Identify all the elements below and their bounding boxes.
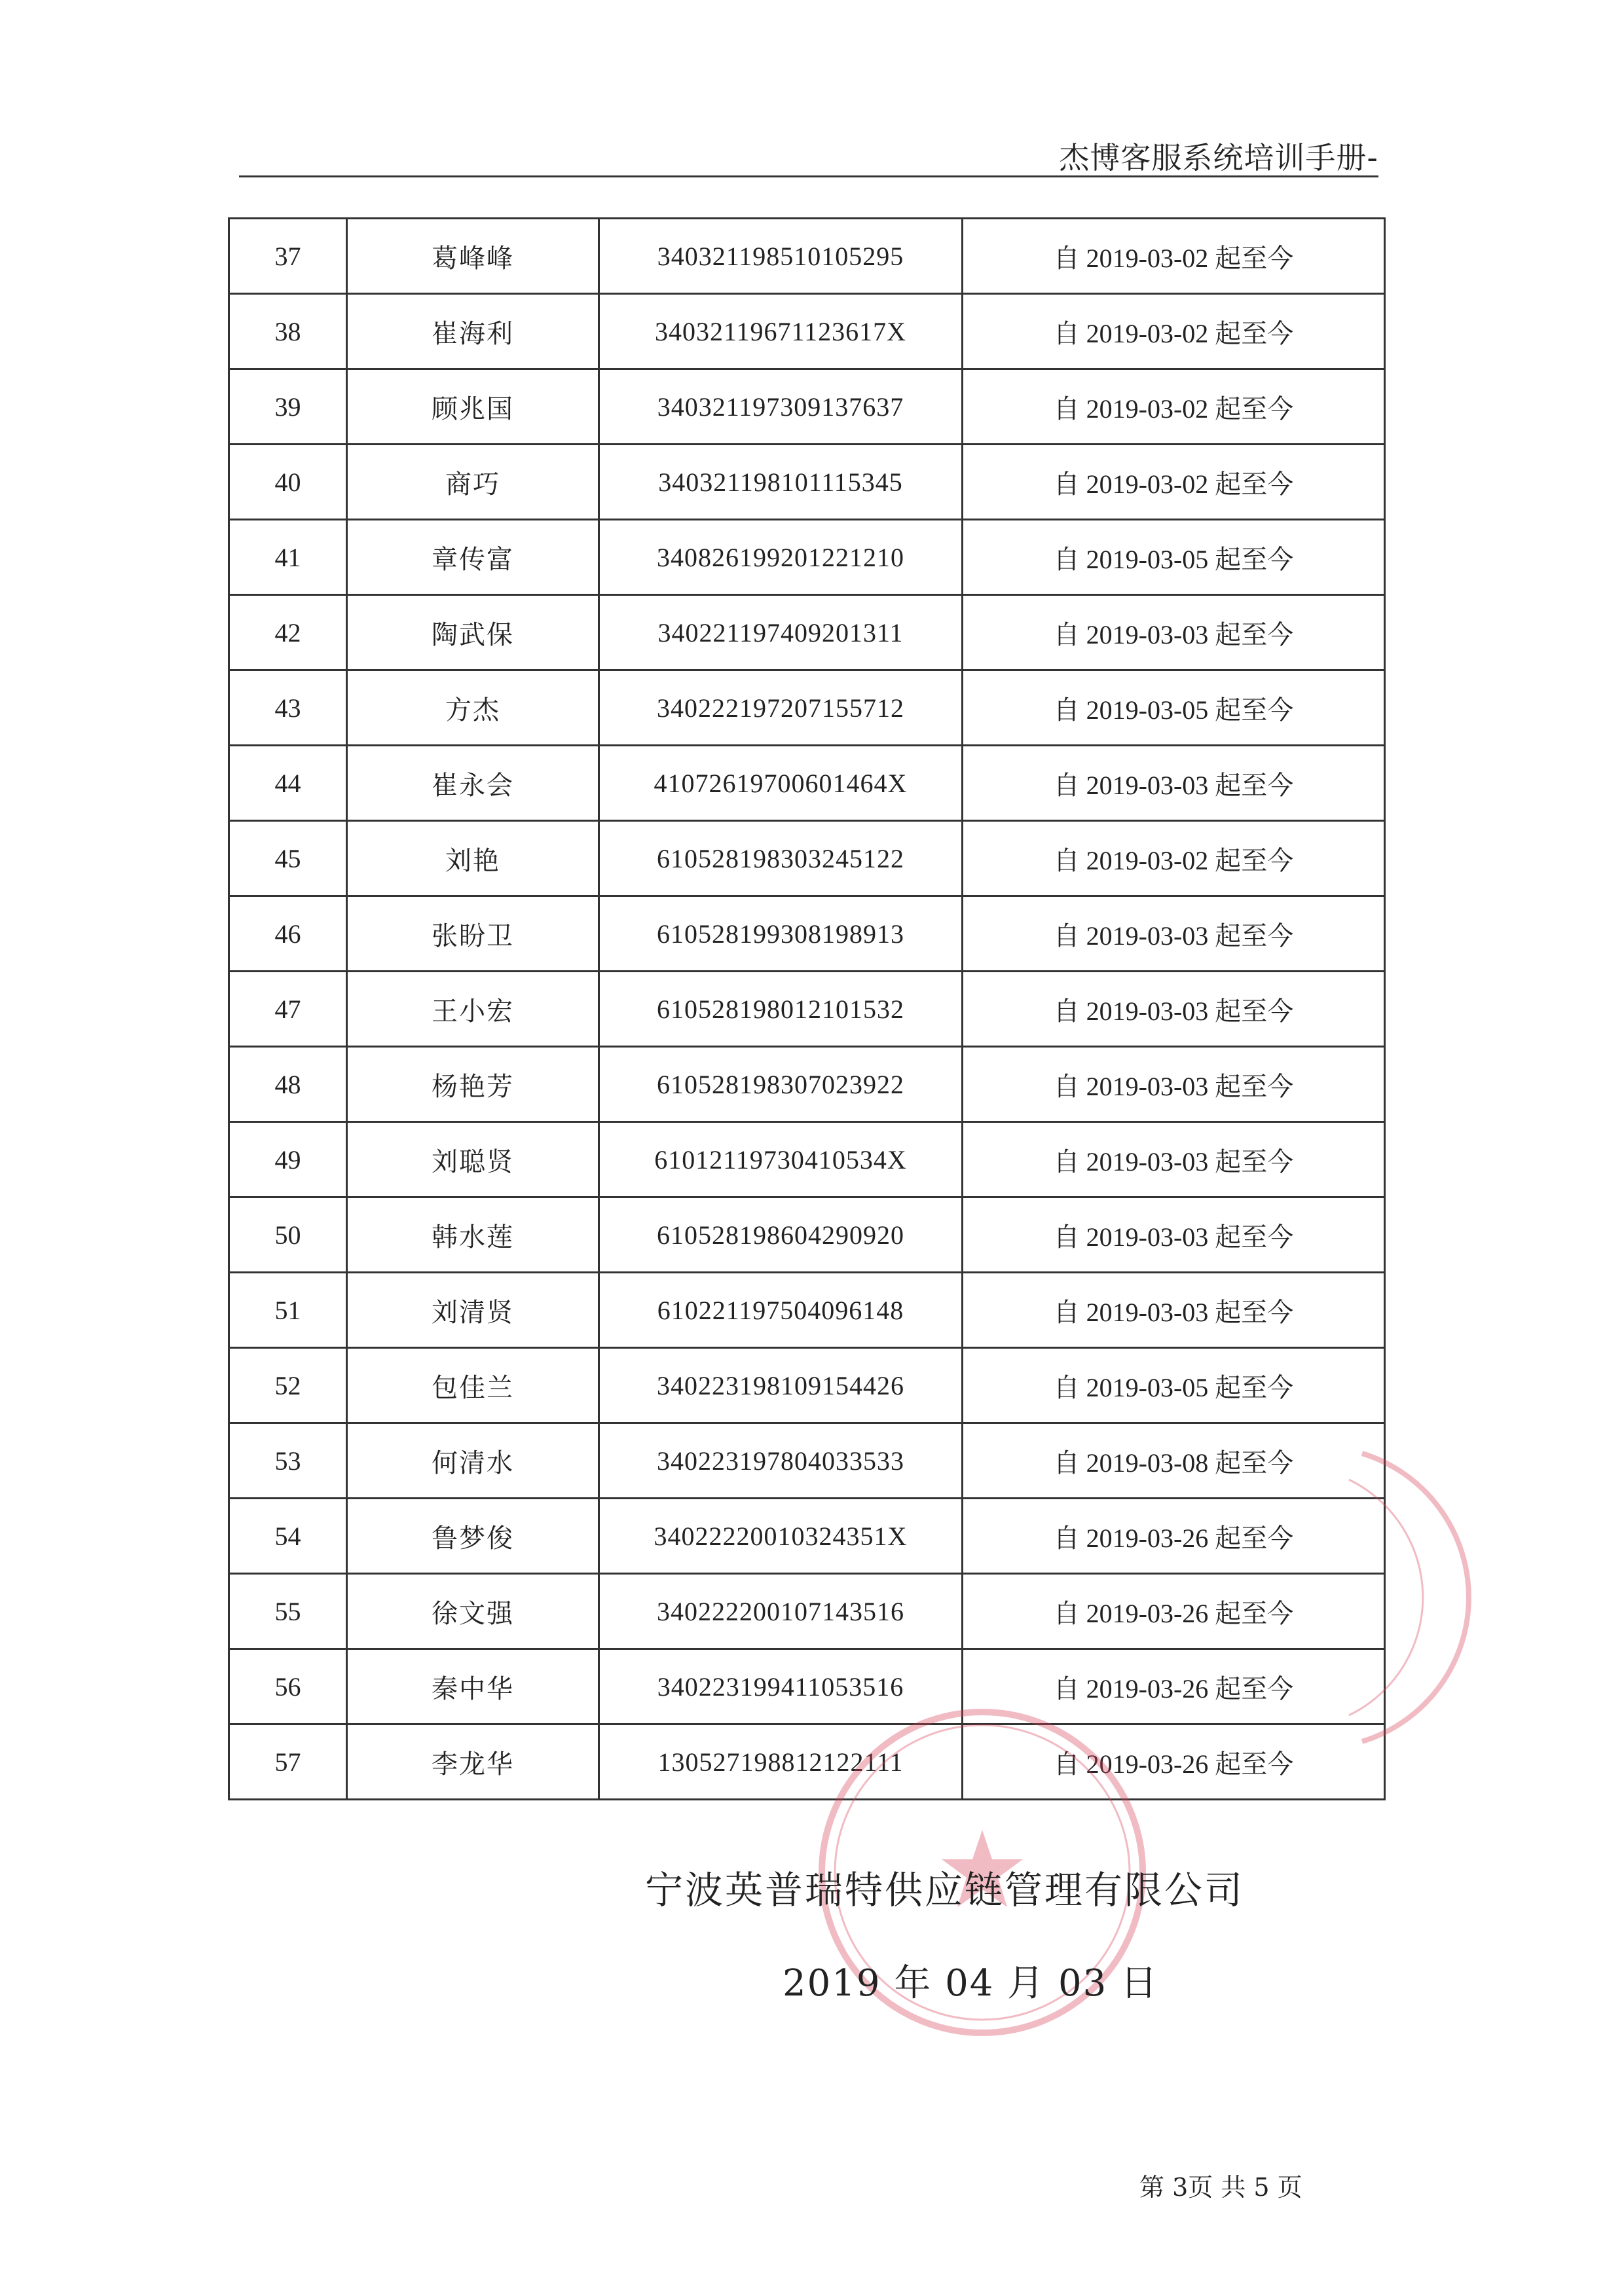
header-divider — [239, 175, 1378, 177]
employment-period: 自 2019-03-05 起至今 — [963, 520, 1385, 595]
employee-name: 刘聪贤 — [347, 1122, 599, 1197]
employee-name: 刘艳 — [347, 821, 599, 896]
table-row — [229, 821, 1385, 896]
employee-name: 何清水 — [347, 1423, 599, 1499]
id-number: 340223199411053516 — [599, 1649, 963, 1724]
id-number: 340221197409201311 — [599, 595, 963, 670]
row-number: 56 — [229, 1649, 347, 1724]
signature-date: 2019 年 04 月 03 日 — [783, 1962, 1159, 2005]
employment-period: 自 2019-03-08 起至今 — [963, 1423, 1385, 1499]
row-number: 55 — [229, 1574, 347, 1649]
employee-name: 顾兆国 — [347, 369, 599, 445]
id-number: 340222197207155712 — [599, 670, 963, 746]
id-number: 610221197504096148 — [599, 1273, 963, 1348]
table-row — [229, 1273, 1385, 1348]
employee-name: 崔海利 — [347, 294, 599, 369]
document-header-title: 杰博客服系统培训手册- — [1059, 140, 1378, 175]
employee-name: 张盼卫 — [347, 896, 599, 972]
employment-period: 自 2019-03-02 起至今 — [963, 821, 1385, 896]
table-row — [229, 445, 1385, 520]
row-number: 57 — [229, 1724, 347, 1800]
row-number: 47 — [229, 972, 347, 1047]
row-number: 51 — [229, 1273, 347, 1348]
table-row — [229, 1423, 1385, 1499]
table-row — [229, 972, 1385, 1047]
table-row — [229, 369, 1385, 445]
row-number: 50 — [229, 1197, 347, 1273]
table-row — [229, 1348, 1385, 1423]
id-number: 130527198812122111 — [599, 1724, 963, 1800]
table-row — [229, 595, 1385, 670]
id-number: 610528198012101532 — [599, 972, 963, 1047]
employee-name: 商巧 — [347, 445, 599, 520]
id-number: 34032119671123617X — [599, 294, 963, 369]
table-row — [229, 746, 1385, 821]
employee-name: 崔永会 — [347, 746, 599, 821]
id-number: 340222200107143516 — [599, 1574, 963, 1649]
employee-table — [228, 217, 1386, 1800]
id-number: 340321197309137637 — [599, 369, 963, 445]
employee-name: 刘清贤 — [347, 1273, 599, 1348]
id-number: 340321198510105295 — [599, 219, 963, 294]
table-row — [229, 294, 1385, 369]
id-number: 340321198101115345 — [599, 445, 963, 520]
row-number: 43 — [229, 670, 347, 746]
employment-period: 自 2019-03-03 起至今 — [963, 896, 1385, 972]
employment-period: 自 2019-03-26 起至今 — [963, 1574, 1385, 1649]
employee-name: 秦中华 — [347, 1649, 599, 1724]
row-number: 37 — [229, 219, 347, 294]
row-number: 40 — [229, 445, 347, 520]
id-number: 340223198109154426 — [599, 1348, 963, 1423]
table-row — [229, 520, 1385, 595]
employment-period: 自 2019-03-05 起至今 — [963, 1348, 1385, 1423]
table-row — [229, 896, 1385, 972]
employee-name: 王小宏 — [347, 972, 599, 1047]
id-number: 340826199201221210 — [599, 520, 963, 595]
row-number: 42 — [229, 595, 347, 670]
employment-period: 自 2019-03-02 起至今 — [963, 445, 1385, 520]
row-number: 52 — [229, 1348, 347, 1423]
employee-name: 韩水莲 — [347, 1197, 599, 1273]
employee-name: 李龙华 — [347, 1724, 599, 1800]
row-number: 49 — [229, 1122, 347, 1197]
table-row — [229, 1724, 1385, 1800]
row-number: 39 — [229, 369, 347, 445]
employee-name: 杨艳芳 — [347, 1047, 599, 1122]
id-number: 610528199308198913 — [599, 896, 963, 972]
employment-period: 自 2019-03-03 起至今 — [963, 1273, 1385, 1348]
table-row — [229, 1574, 1385, 1649]
id-number: 610528198604290920 — [599, 1197, 963, 1273]
employment-period: 自 2019-03-26 起至今 — [963, 1724, 1385, 1800]
employee-name: 徐文强 — [347, 1574, 599, 1649]
id-number: 34022220010324351X — [599, 1499, 963, 1574]
employment-period: 自 2019-03-26 起至今 — [963, 1649, 1385, 1724]
partial-seal-stamp — [1323, 1440, 1519, 1755]
page-footer: 第 3页 共 5 页 — [1139, 2173, 1302, 2202]
id-number: 61012119730410534X — [599, 1122, 963, 1197]
row-number: 46 — [229, 896, 347, 972]
row-number: 48 — [229, 1047, 347, 1122]
employee-name: 鲁梦俊 — [347, 1499, 599, 1574]
employment-period: 自 2019-03-26 起至今 — [963, 1499, 1385, 1574]
row-number: 45 — [229, 821, 347, 896]
id-number: 610528198303245122 — [599, 821, 963, 896]
employment-period: 自 2019-03-02 起至今 — [963, 369, 1385, 445]
table-row — [229, 1047, 1385, 1122]
employment-period: 自 2019-03-03 起至今 — [963, 1047, 1385, 1122]
employment-period: 自 2019-03-03 起至今 — [963, 1197, 1385, 1273]
employment-period: 自 2019-03-03 起至今 — [963, 746, 1385, 821]
employment-period: 自 2019-03-02 起至今 — [963, 219, 1385, 294]
employment-period: 自 2019-03-03 起至今 — [963, 1122, 1385, 1197]
table-row — [229, 1499, 1385, 1574]
row-number: 44 — [229, 746, 347, 821]
employee-name: 包佳兰 — [347, 1348, 599, 1423]
row-number: 53 — [229, 1423, 347, 1499]
table-row — [229, 670, 1385, 746]
row-number: 38 — [229, 294, 347, 369]
row-number: 54 — [229, 1499, 347, 1574]
employment-period: 自 2019-03-03 起至今 — [963, 595, 1385, 670]
table-row — [229, 1649, 1385, 1724]
row-number: 41 — [229, 520, 347, 595]
company-name: 宁波英普瑞特供应链管理有限公司 — [645, 1868, 1245, 1912]
employee-name: 葛峰峰 — [347, 219, 599, 294]
id-number: 340223197804033533 — [599, 1423, 963, 1499]
id-number: 610528198307023922 — [599, 1047, 963, 1122]
employment-period: 自 2019-03-02 起至今 — [963, 294, 1385, 369]
table-row — [229, 1122, 1385, 1197]
table-row — [229, 219, 1385, 294]
employment-period: 自 2019-03-05 起至今 — [963, 670, 1385, 746]
employee-name: 陶武保 — [347, 595, 599, 670]
id-number: 41072619700601464X — [599, 746, 963, 821]
table-row — [229, 1197, 1385, 1273]
employee-name: 方杰 — [347, 670, 599, 746]
employee-name: 章传富 — [347, 520, 599, 595]
employment-period: 自 2019-03-03 起至今 — [963, 972, 1385, 1047]
